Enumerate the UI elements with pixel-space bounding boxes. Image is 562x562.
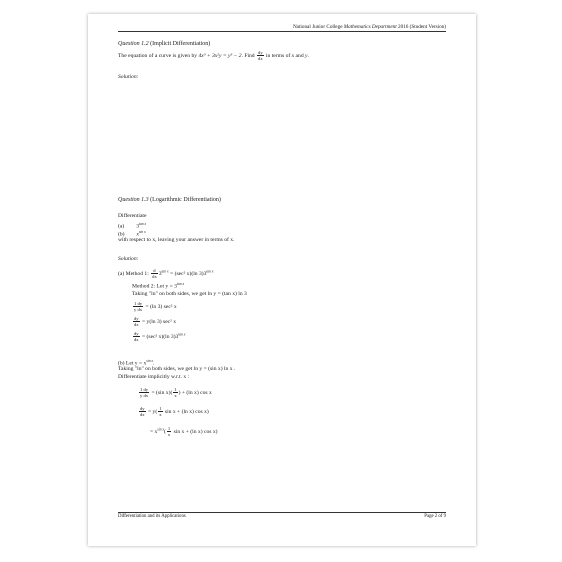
step-3: $\frac{dy}{dx}$ = (sec² x)(ln $3)3^{tan x}$ <box>134 331 186 342</box>
taking-ln-a: Taking "ln" on both sides, we get ln y = (tan x) ln 3 <box>132 291 247 297</box>
page-footer <box>118 512 446 519</box>
header-left: National Junior College <box>292 24 343 30</box>
document-page <box>88 14 476 546</box>
step-b-3: = $x^{sin x}$( $\frac{1}{x}$ sin x + (ln x) cos x) <box>150 426 218 437</box>
question-1-2-title: Question 1.2 (Implicit Differentiation) <box>118 41 211 47</box>
part-b-let: (b) Let $y = x^{sin x}$. <box>118 359 155 367</box>
implicit-label: Differentiate implicitly w.r.t. x : <box>118 374 190 380</box>
step-b-1: $\frac{1 dy}{\text{y dx}}$ = (sin x)( $\frac{1}{x}$ ) + (ln x) cos x <box>140 387 212 398</box>
question-1-2-solution-label: Solution: <box>118 74 139 80</box>
header-italic: Mathematics Department <box>343 24 397 30</box>
step-b-2: $\frac{dy}{dx}$ = y( $\frac{1}{x}$ sin x + (ln x) cos x) <box>140 406 209 417</box>
method-2-line: Method 2: Let $y = 3^{tan x}$ <box>132 282 185 290</box>
respect-statement: with respect to x, leaving your answer in terms of x. <box>118 237 235 243</box>
differentiate-label: Differentiate <box>118 213 147 219</box>
question-1-3-solution-label: Solution: <box>118 256 139 262</box>
page-header <box>118 24 446 32</box>
header-right: 2016 (Student Version) <box>397 24 446 30</box>
step-1: $\frac{1 dy}{\text{y dx}}$ = (ln 3) sec² x <box>134 301 177 312</box>
footer-left: Differentiation and its Applications <box>118 514 186 519</box>
question-1-3-title: Question 1.3 (Logarithmic Differentiation) <box>118 197 221 203</box>
part-b: (b) $x^{sin x}$ <box>118 230 146 238</box>
step-2: $\frac{dy}{dx}$ = y(ln 3) sec² x <box>134 316 177 327</box>
taking-ln-b: Taking "ln" on both sides, we get ln y = (sin x) ln x . <box>118 366 236 372</box>
page-number: Page 2 of 9 <box>424 514 446 519</box>
method-1-line: (a) Method 1: $\frac{d}{dx}$ $3^{tan x} = (\sec^2$ x)(ln $3)3^{tan x}$ <box>118 268 214 279</box>
question-1-2-statement: The equation of a curve is given by 4x³ + 3x²y = y³ − 2. Find $\frac{dy}{dx}$ in terms of x and y. <box>118 50 309 61</box>
part-a: (a) $3^{tan x}$ <box>118 222 147 230</box>
